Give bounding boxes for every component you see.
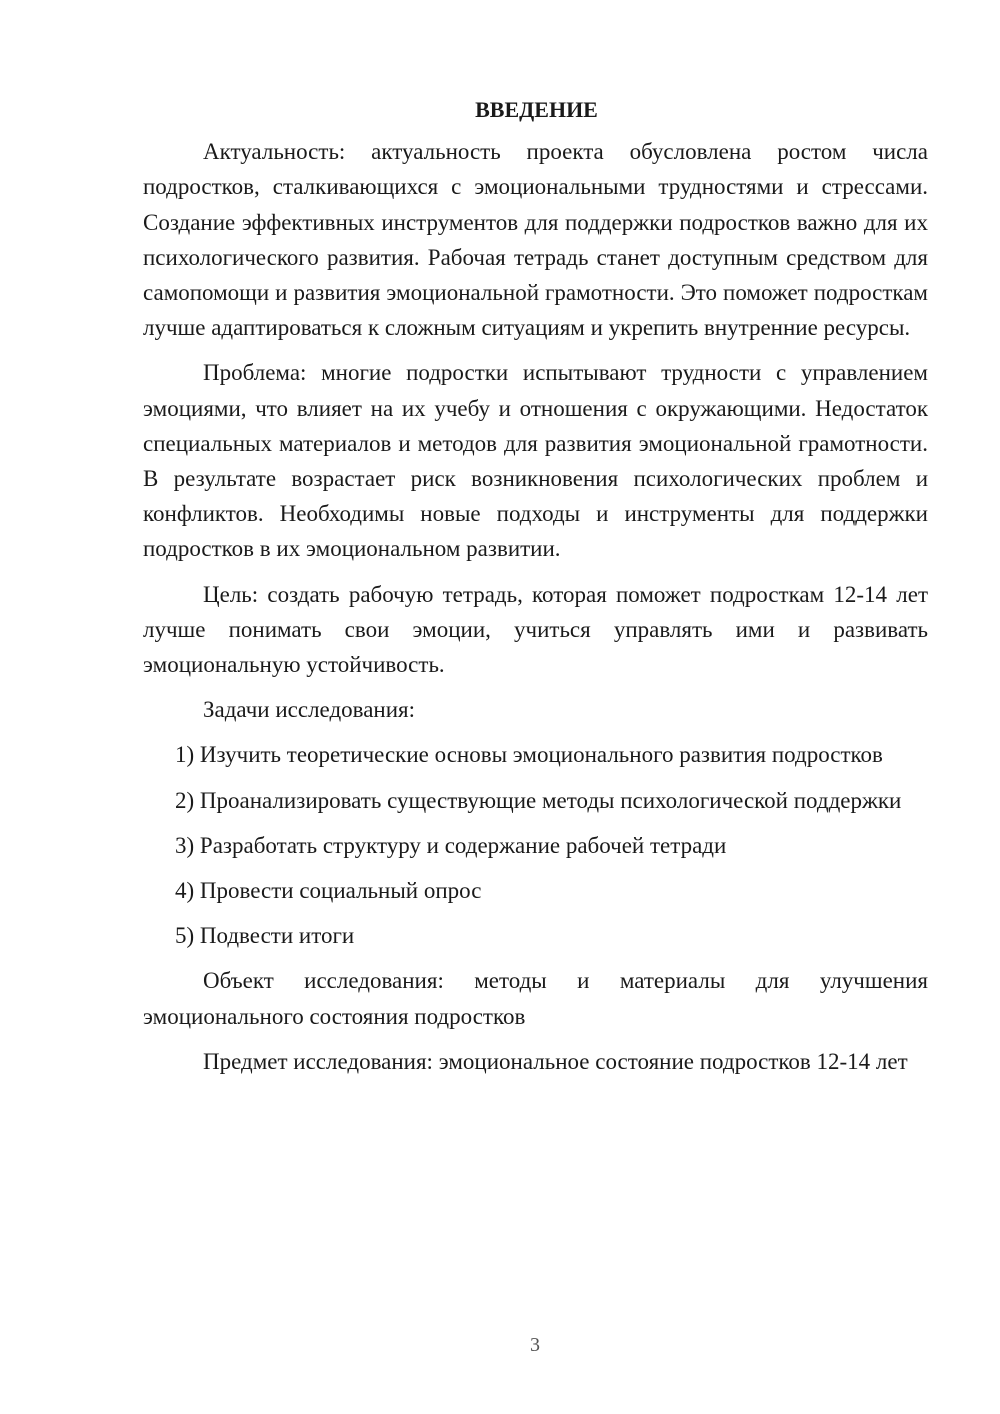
task-item-1: 1) Изучить теоретические основы эмоционального развития подростков <box>175 742 883 768</box>
task-item-5: 5) Подвести итоги <box>175 923 355 949</box>
paragraph-problem: Проблема: многие подростки испытывают трудности с управлением эмоциями, что влияет на их учебу и отношения с окружающими. Недостаток специальных материалов и методов для развития эмоциональной грамотности. В результате возрастает риск возникновения психологических проблем и конфликтов. Необходимы новые подходы и инструменты для поддержки подростков в их эмоциональном развитии. <box>143 360 928 562</box>
task-item-3: 3) Разработать структуру и содержание рабочей тетради <box>175 832 727 858</box>
page-title: ВВЕДЕНИЕ <box>475 97 598 122</box>
paragraph-relevance: Актуальность: актуальность проекта обусловлена ростом числа подростков, сталкивающихся с эмоциональными трудностями и стрессами. Создание эффективных инструментов для поддержки подростков важно для их психологического развития. Рабочая тетрадь станет доступным средством для самопомощи и развития эмоциональной грамотности. Это поможет подросткам лучше адаптироваться к сложным ситуациям и укрепить внутренние ресурсы. <box>143 139 928 341</box>
page-number: 3 <box>530 1334 540 1356</box>
paragraph-object: Объект исследования: методы и материалы для улучшения эмоционального состояния подростков <box>143 968 928 1029</box>
task-item-4: 4) Провести социальный опрос <box>175 878 482 904</box>
task-item-2: 2) Проанализировать существующие методы психологической поддержки <box>175 787 902 813</box>
paragraph-subject: Предмет исследования: эмоциональное состояние подростков 12-14 лет <box>203 1048 908 1074</box>
paragraph-tasks-heading: Задачи исследования: <box>203 697 416 723</box>
paragraph-goal: Цель: создать рабочую тетрадь, которая поможет подросткам 12-14 лет лучше понимать свои эмоции, учиться управлять ими и развивать эмоциональную устойчивость. <box>143 581 928 678</box>
page-content <box>143 92 928 1089</box>
